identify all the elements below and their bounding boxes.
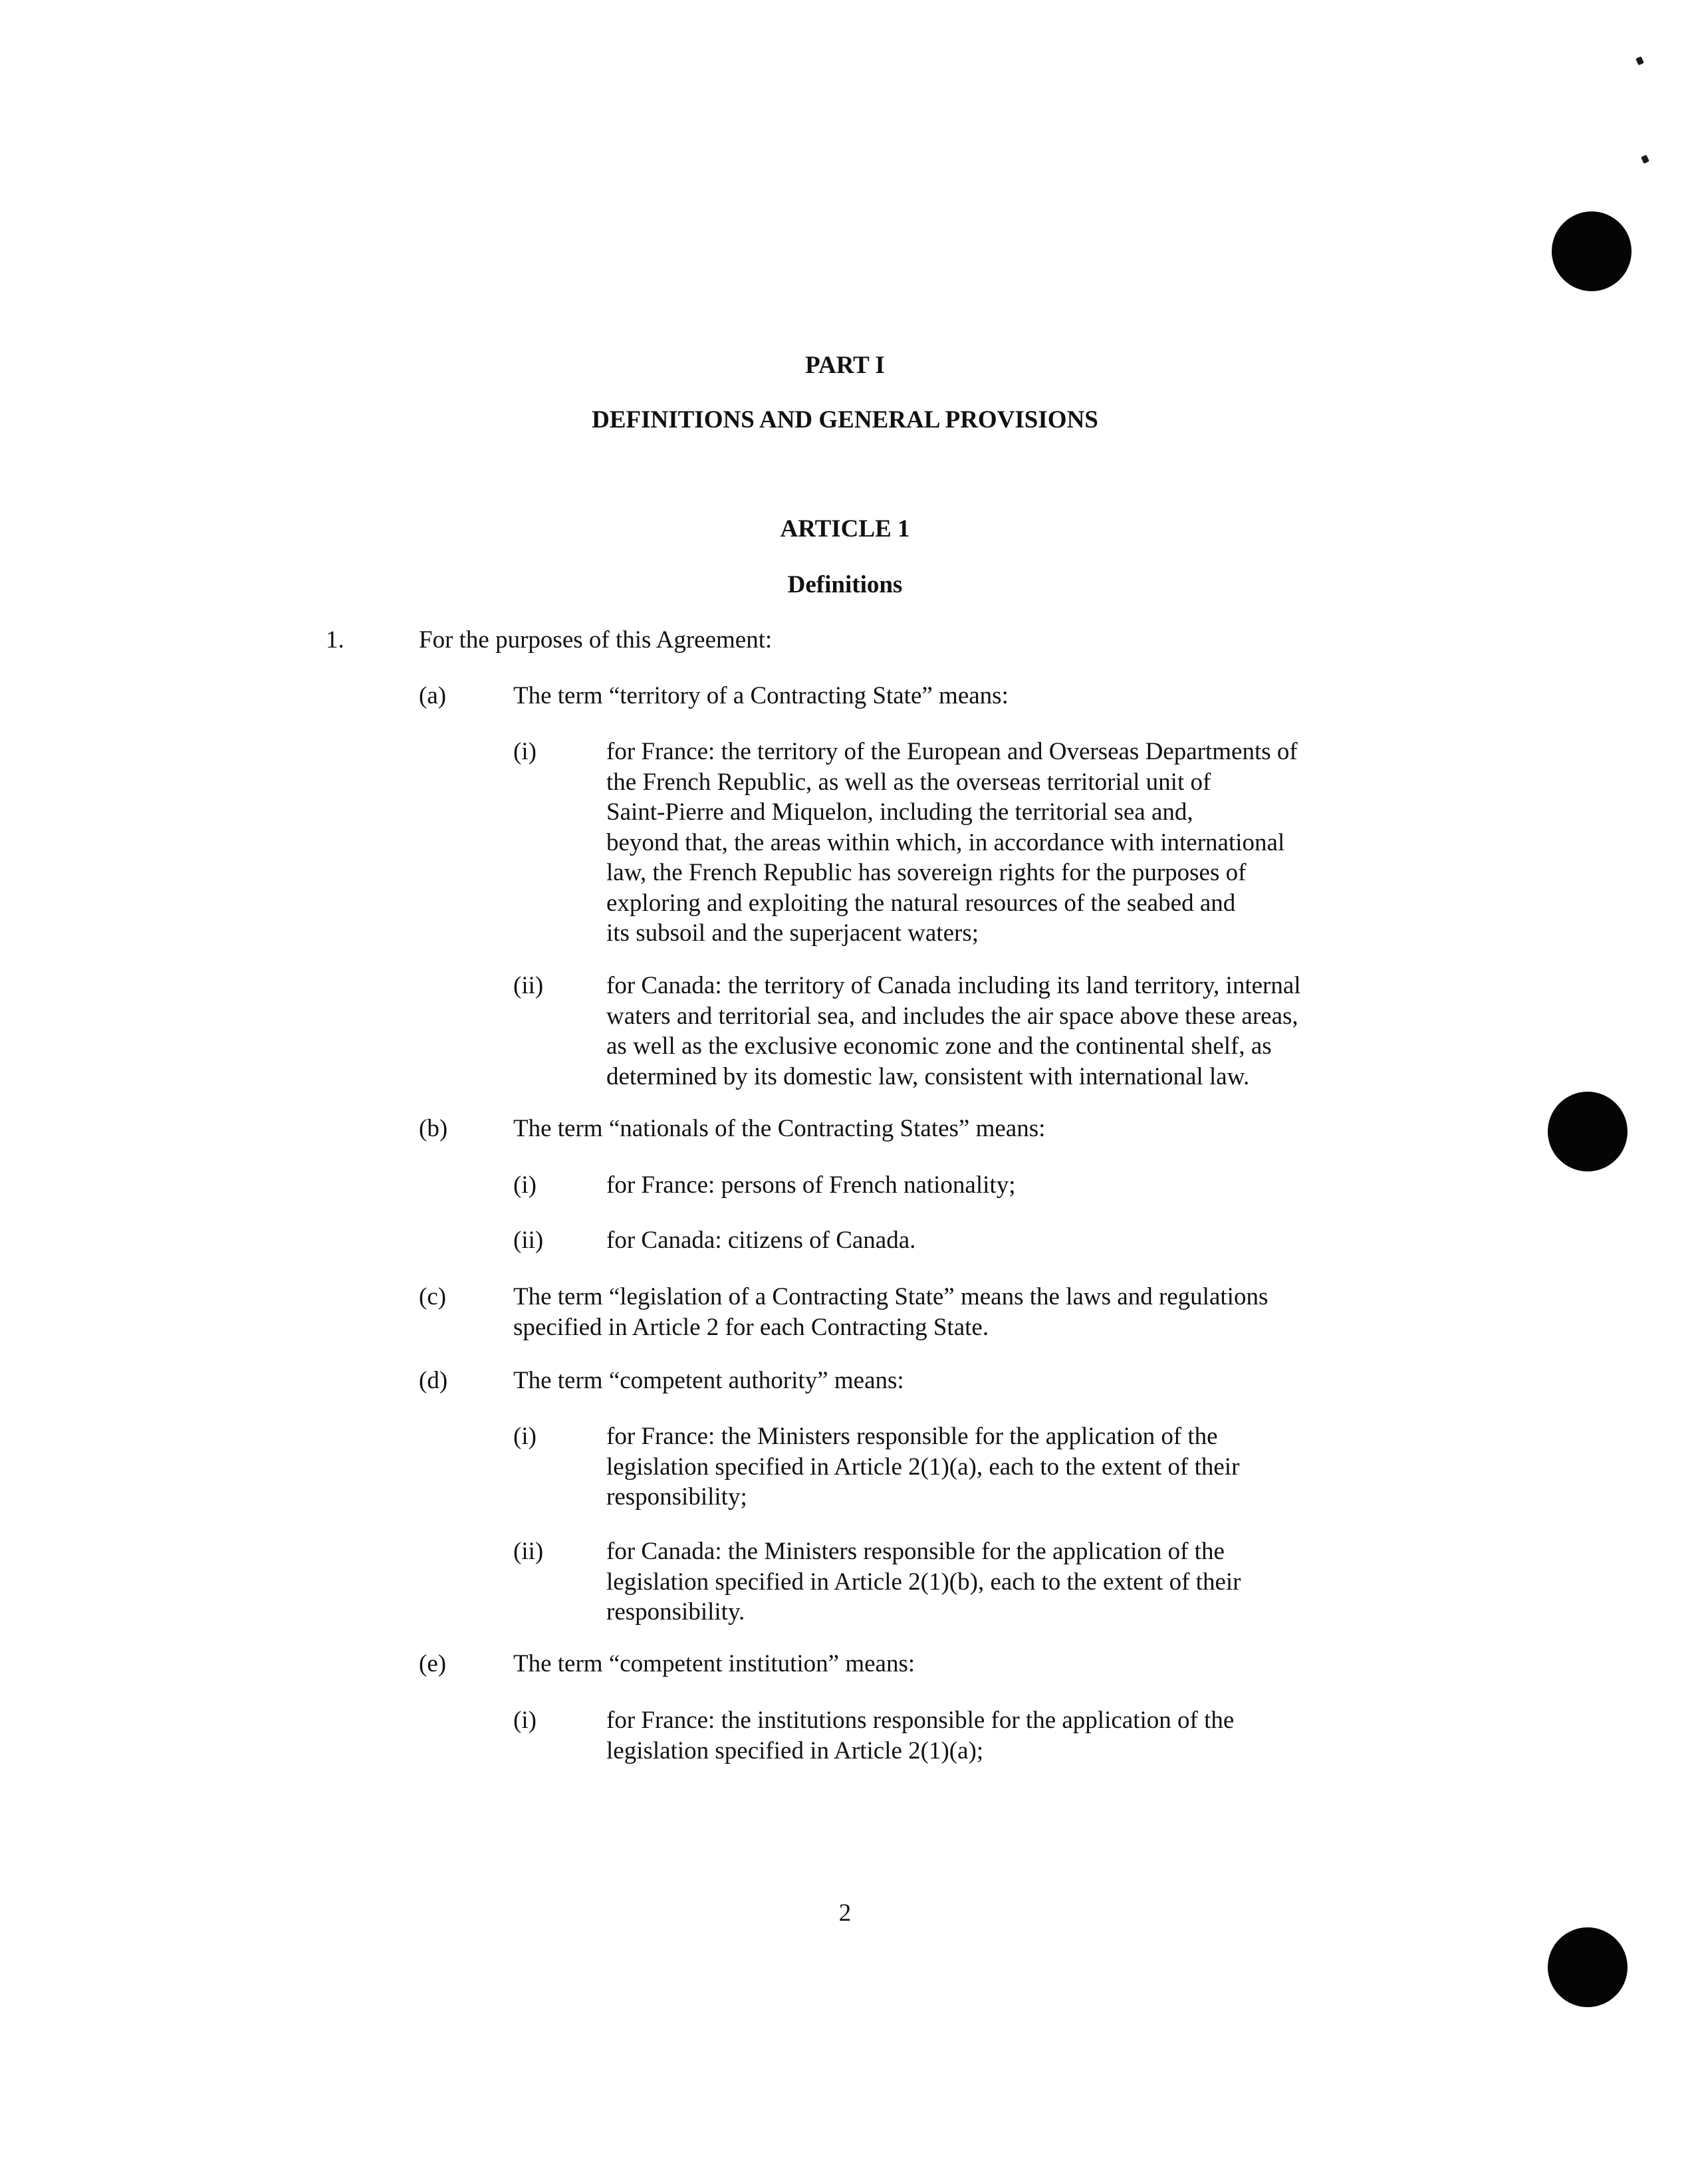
part-heading: PART I [805,352,885,379]
page-number: 2 [838,1899,852,1927]
subitem-label: (ii) [513,972,544,999]
item-label: (e) [419,1650,447,1677]
subitem-text: for France: the Ministers responsible for the application of the legislation specified in Article 2(1)(a), each to the extent of their responsibility; [606,1423,1240,1511]
item-label: (a) [419,682,447,709]
subitem-text: for Canada: the Ministers responsible for the application of the legislation specified in Article 2(1)(b), each to the extent of their responsibility. [606,1538,1241,1626]
item-text: The term “nationals of the Contracting States” means: [513,1115,1046,1142]
paragraph-number: 1. [326,626,344,654]
punch-hole [1548,1927,1628,2007]
paragraph-intro: For the purposes of this Agreement: [419,626,773,654]
item-label: (d) [419,1367,448,1394]
subitem-text: for France: persons of French nationality; [606,1171,1016,1199]
subitem-text: for France: the institutions responsible for the application of the legislation specified in Article 2(1)(a); [606,1707,1235,1764]
subitem-text: for France: the territory of the European and Overseas Departments of the French Republic, as well as the overseas territorial unit of Saint-Pierre and Miquelon, including the territorial sea and, beyond that, the areas within which, in accordance with international law, the French Republic has sovereign rights for the purposes of exploring and exploiting the natural resources of the seabed and its subsoil and the superjacent waters; [606,738,1298,947]
item-text: The term “legislation of a Contracting State” means the laws and regulations specified in Article 2 for each Contracting State. [513,1283,1268,1341]
subitem-label: (i) [513,1707,537,1734]
subitem-text: for Canada: citizens of Canada. [606,1227,916,1254]
item-text: The term “competent institution” means: [513,1650,915,1677]
item-label: (b) [419,1115,448,1142]
subitem-label: (i) [513,738,537,765]
subitem-label: (i) [513,1423,537,1450]
subitem-label: (ii) [513,1227,544,1254]
item-label: (c) [419,1283,447,1310]
item-text: The term “territory of a Contracting State” means: [513,682,1009,709]
subitem-label: (ii) [513,1538,544,1565]
article-title: Definitions [787,571,903,598]
scan-mark [1641,155,1649,164]
scan-mark [1635,57,1644,66]
subitem-text: for Canada: the territory of Canada including its land territory, internal waters and territorial sea, and includes the air space above these areas, as well as the exclusive economic zone and the continental shelf, as determined by its domestic law, consistent with international law. [606,972,1301,1090]
punch-hole [1552,211,1631,291]
item-text: The term “competent authority” means: [513,1367,904,1394]
article-heading: ARTICLE 1 [780,515,910,543]
punch-hole [1548,1092,1628,1171]
part-title: DEFINITIONS AND GENERAL PROVISIONS [592,406,1098,433]
subitem-label: (i) [513,1171,537,1199]
